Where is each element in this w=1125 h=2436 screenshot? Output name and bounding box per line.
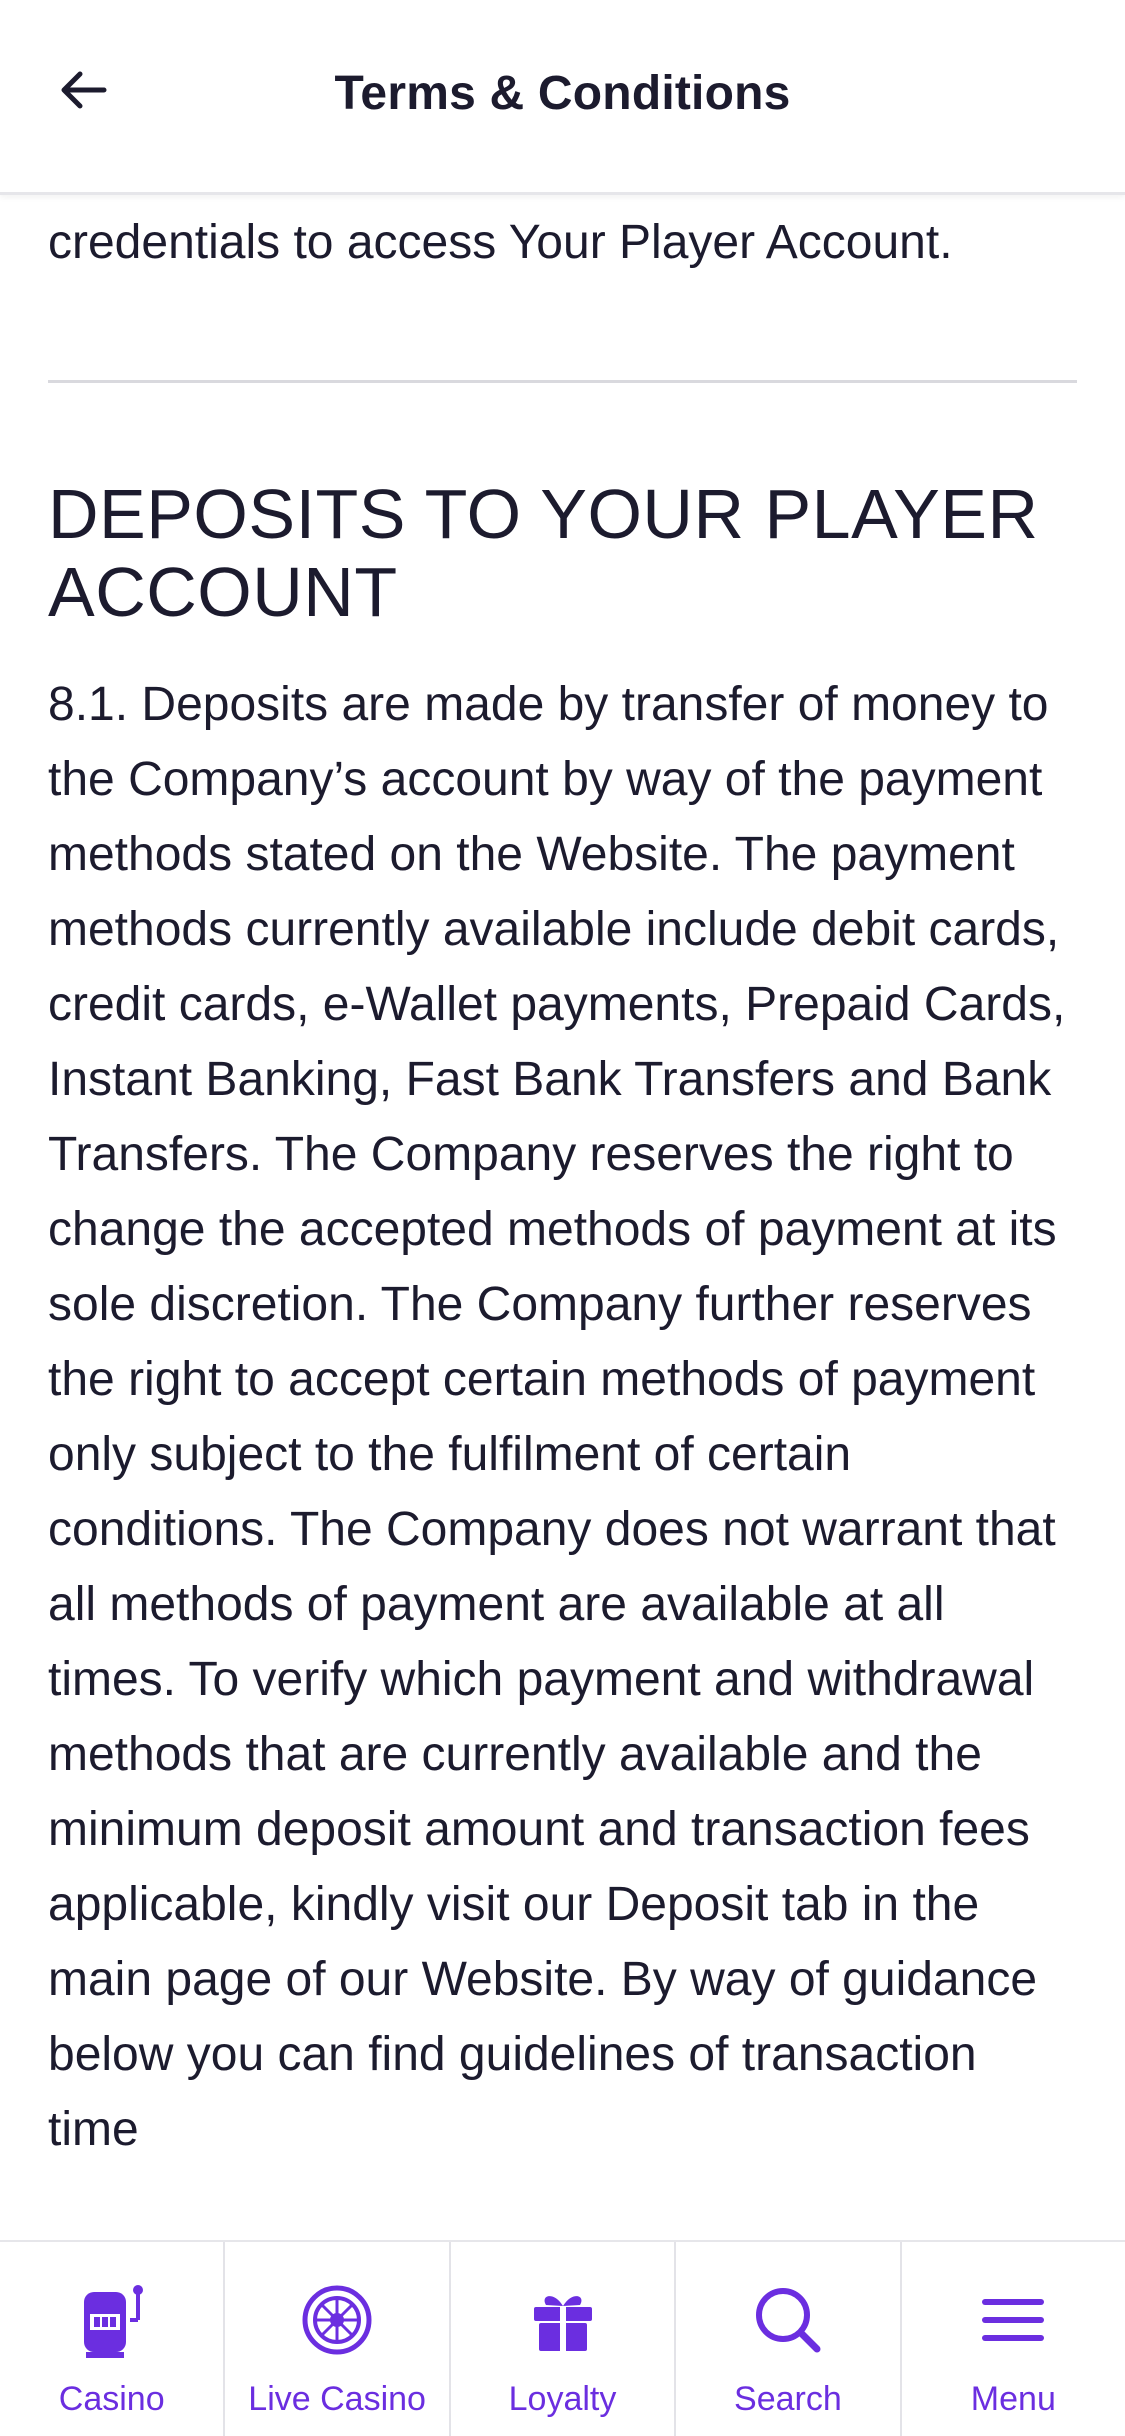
intro-paragraph: credentials to access Your Player Account.	[48, 216, 953, 269]
tab-label: Live Casino	[248, 2380, 426, 2418]
tab-search[interactable]	[674, 2242, 899, 2436]
page-title: Terms & Conditions	[334, 67, 791, 120]
app-header	[0, 0, 1125, 195]
tab-casino[interactable]	[0, 2242, 223, 2436]
tab-label: Search	[734, 2380, 842, 2418]
slot-machine-icon	[72, 2280, 152, 2360]
tab-menu[interactable]	[900, 2242, 1125, 2436]
terms-content[interactable]	[48, 195, 1077, 2242]
section-body-paragraph: 8.1. Deposits are made by transfer of money to the Company’s account by way of the payment methods stated on the Website. The payment methods currently available include debit cards, credit cards, e-Wallet payments, Prepaid Cards, Instant Banking, Fast Bank Transfers and Bank Transfers. The Company reserves the right to change the accepted methods of payment at its sole discretion. The Company further reserves the right to accept certain methods of payment only subject to the fulfilment of certain conditions. The Company does not warrant that all methods of payment are available at all times. To verify which payment and withdrawal methods that are currently available and the minimum deposit amount and transaction fees applicable, kindly visit our Deposit tab in the main page of our Website. By way of guidance below you can find guidelines of transaction time	[48, 678, 1066, 2156]
search-icon	[748, 2280, 828, 2360]
hamburger-menu-icon	[973, 2280, 1053, 2360]
tab-label: Loyalty	[508, 2380, 617, 2418]
roulette-wheel-icon	[297, 2280, 377, 2360]
tab-label: Casino	[58, 2380, 165, 2418]
bottom-tab-bar	[0, 2240, 1125, 2436]
tab-label: Menu	[970, 2380, 1056, 2418]
tab-live-casino[interactable]	[223, 2242, 448, 2436]
gift-icon	[523, 2280, 603, 2360]
tab-loyalty[interactable]	[449, 2242, 674, 2436]
section-heading: DEPOSITS TO YOUR PLAYER ACCOUNT	[48, 475, 1039, 631]
section-divider	[48, 380, 1077, 383]
